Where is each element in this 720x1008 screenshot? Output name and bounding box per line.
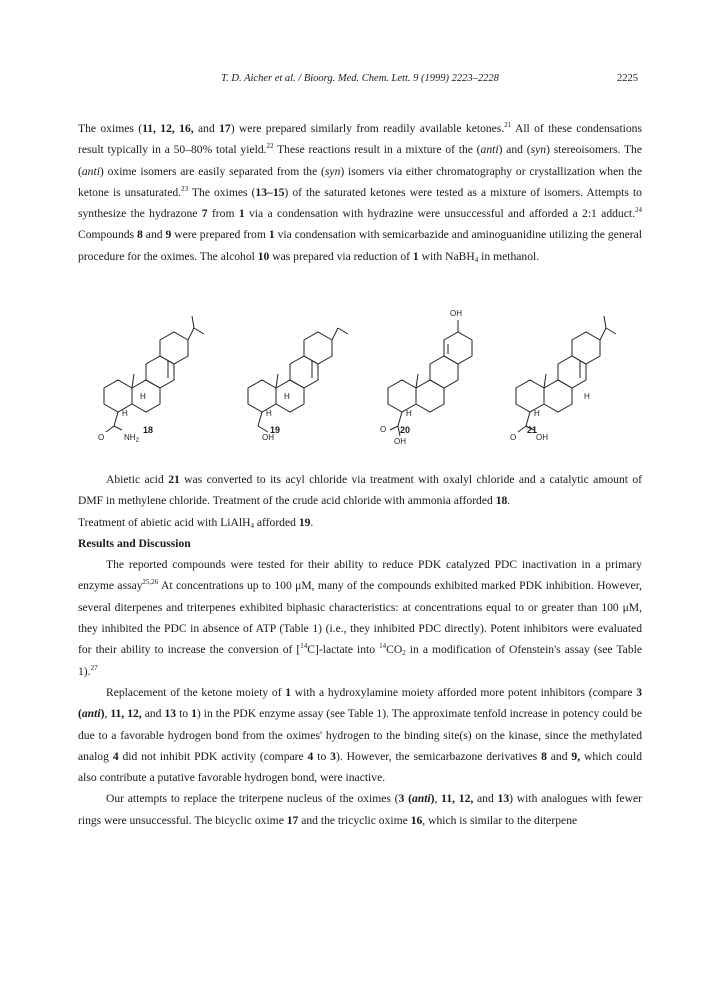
compound-label: 18 bbox=[142, 425, 154, 435]
journal-citation: T. D. Aicher et al. / Bioorg. Med. Chem. Lett. 9 (1999) 2223–2228 bbox=[221, 73, 499, 84]
svg-text:H: H bbox=[406, 409, 412, 418]
paragraph-enzyme-assay: The reported compounds were tested for their ability to reduce PDK catalyzed PDC inactivation in a primary enzyme assay$^{25,26}$ At concentrations up to 100 μM, many of the compounds exhibited marked PDK inhibition. However, several diterpenes and triterpenes exhibited biphasic characteristics: at concentrations equal to or greater than 100 μM, they inhibited the PDC in absence of ATP (Table 1) (i.e., they inhibited PDC directly). Potent inhibitors were evaluated for their ability to increase the conversion of [$^{14}$C]-lactate into $^{14}CO_2$ in a modification of Ofenstein's assay (see Table 1).$^{27}$ bbox=[78, 558, 642, 678]
svg-text:H: H bbox=[534, 409, 540, 418]
svg-text:OH: OH bbox=[394, 437, 406, 446]
paragraph-abietic-acid: Abietic acid 21 was converted to its acyl chloride via treatment with oxalyl chloride and a catalytic amount of DMF in methylene chloride. Treatment of the crude acid chloride with ammonia afforded 18. bbox=[78, 473, 642, 508]
section-heading: Results and Discussion bbox=[78, 536, 191, 550]
paragraph-oxime-preparation: The oximes (11, 12, 16, and 17) were prepared similarly from readily available ketones.$^{21}$ All of these condensations result typically in a 50–80% total yield.$^{22}$ These reactions result in a mixture of the (anti) and (syn) stereoisomers. The (anti) oxime isomers are easily separated from the (syn) isomers via either chromatography or crystallization when the ketone is unsaturated.$^{23}$ The oximes (13–15) of the saturated ketones were tested as a mixture of isomers. Attempts to synthesize the hydrazone 7 from 1 via a condensation with hydrazine were unsuccessful and afforded a 2:1 adduct.$^{24}$ Compounds 8 and 9 were prepared from 1 via condensation with semicarbazide and aminoguanidine utilizing the general procedure for the oximes. The alcohol 10 was prepared via reduction of 1 with NaBH$_4$ in methanol. bbox=[78, 121, 642, 264]
paragraph-lialh4: Treatment of abietic acid with LiAlH$_4$ afforded 19. bbox=[78, 515, 314, 530]
compound-label: 20 bbox=[399, 425, 411, 435]
running-header bbox=[0, 73, 720, 89]
svg-text:H: H bbox=[122, 409, 128, 418]
svg-text:O: O bbox=[380, 425, 387, 434]
page-number: 2225 bbox=[617, 73, 638, 84]
structure-21 bbox=[510, 316, 616, 442]
svg-text:H: H bbox=[266, 409, 272, 418]
compound-label: 19 bbox=[269, 425, 281, 435]
compound-labels bbox=[78, 425, 642, 445]
svg-text:OH: OH bbox=[262, 433, 274, 442]
svg-text:H: H bbox=[284, 392, 290, 401]
svg-text:O: O bbox=[98, 433, 105, 442]
main-text-continued bbox=[78, 469, 642, 831]
svg-text:H: H bbox=[584, 392, 590, 401]
svg-text:OH: OH bbox=[536, 433, 548, 442]
svg-text:H: H bbox=[140, 392, 146, 401]
svg-text:O: O bbox=[510, 433, 517, 442]
svg-text:OH: OH bbox=[450, 310, 462, 318]
paragraph-hydroxylamine: Replacement of the ketone moiety of 1 with a hydroxylamine moiety afforded more potent inhibitors (compare 3 (anti), 11, 12, and 13 to 1) in the PDK enzyme assay (see Table 1). The approximate tenfold increase in potency could be due to a favorable hydrogen bond from the oximes' hydrogen to the binding site(s) on the kinase, since the methylated analog 4 did not inhibit PDK activity (compare 4 to 3). However, the semicarbazone derivatives 8 and 9, which could also contribute a putative favorable hydrogen bond, were inactive. bbox=[78, 685, 643, 785]
svg-text:NH2: $NH_2$ bbox=[124, 433, 139, 444]
paragraph-triterpene-nucleus: Our attempts to replace the triterpene nucleus of the oximes (3 (anti), 11, 12, and 13) with analogues with fewer rings were unsuccessful. The bicyclic oxime 17 and the tricyclic oxime 16, which is similar to the diterpene bbox=[78, 792, 642, 827]
compound-label: 21 bbox=[526, 425, 538, 435]
